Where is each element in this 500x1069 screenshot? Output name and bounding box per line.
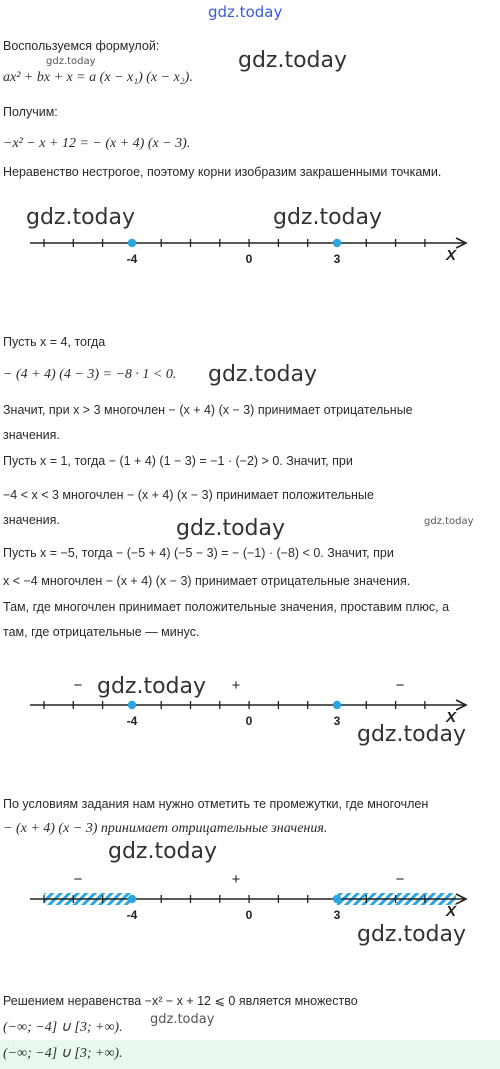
task-condition-2: − (x + 4) (x − 3) принимает отрицательные значения.	[3, 821, 328, 836]
test-point-minus5: Пусть x = −5, тогда − (−5 + 4) (−5 − 3) = − (−1) · (−8) < 0. Значит, при	[3, 546, 394, 560]
obtain-text: Получим:	[3, 105, 58, 119]
watermark: gdz.today	[357, 722, 467, 747]
sign-label: +	[231, 677, 241, 694]
signs-text-2: там, где отрицательные — минус.	[3, 625, 200, 639]
sign-label: −	[73, 871, 83, 888]
watermark: gdz.today	[176, 516, 286, 541]
watermark: gdz.today	[273, 205, 383, 230]
root-point-minus4	[128, 239, 136, 247]
solution-text: Решением неравенства −x² − x + 12 ⩽ 0 является множество	[3, 994, 358, 1008]
intro-text: Воспользуемся формулой:	[3, 39, 160, 53]
test-point-4: Пусть x = 4, тогда	[3, 335, 106, 349]
watermark: gdz.today	[26, 205, 136, 230]
watermark-small: gdz.today	[46, 56, 96, 67]
axis-label: X	[446, 709, 457, 726]
tick-label: 0	[245, 252, 253, 266]
tick-label: 3	[333, 714, 341, 728]
solution-set: (−∞; −4] ∪ [3; +∞).	[3, 1020, 123, 1035]
watermark: gdz.today	[208, 362, 318, 387]
number-line-1	[0, 228, 500, 268]
values-word-1: значения.	[3, 428, 60, 442]
watermark: gdz.today	[357, 922, 467, 947]
tick-label: 3	[333, 908, 341, 922]
watermark-small: gdz.today	[424, 516, 474, 527]
tick-label: 0	[245, 714, 253, 728]
test-point-1: Пусть x = 1, тогда − (1 + 4) (1 − 3) = −1 · (−2) > 0. Значит, при	[3, 454, 353, 468]
root-point-3	[333, 239, 341, 247]
watermark: gdz.today	[97, 674, 207, 699]
tick-label: 3	[333, 252, 341, 266]
sign-label: −	[73, 677, 83, 694]
sign-label: −	[395, 871, 405, 888]
calc-4: − (4 + 4) (4 − 3) = −8 · 1 < 0.	[3, 367, 177, 382]
sign-label: −	[395, 677, 405, 694]
formula-factored: −x² − x + 12 = − (x + 4) (x − 3).	[3, 136, 191, 151]
tick-label: -4	[126, 714, 138, 728]
watermark-top: gdz.today	[208, 3, 283, 21]
watermark-small: gdz.today	[150, 1012, 215, 1027]
tick-label: 0	[245, 908, 253, 922]
sign-label: +	[231, 871, 241, 888]
conclusion-less-minus4: x < −4 многочлен − (x + 4) (x − 3) принимает отрицательные значения.	[3, 574, 411, 588]
axis-label: X	[446, 903, 457, 920]
root-point-3	[333, 701, 341, 709]
nonstrict-text: Неравенство нестрогое, поэтому корни изобразим закрашенными точками.	[3, 165, 442, 179]
conclusion-greater-3: Значит, при x > 3 многочлен − (x + 4) (x − 3) принимает отрицательные	[3, 403, 413, 417]
tick-label: -4	[126, 252, 138, 266]
root-point-minus4	[128, 895, 136, 903]
tick-label: -4	[126, 908, 138, 922]
answer-text: (−∞; −4] ∪ [3; +∞).	[3, 1046, 123, 1061]
root-point-minus4	[128, 701, 136, 709]
values-word-2: значения.	[3, 513, 60, 527]
watermark: gdz.today	[238, 48, 348, 73]
formula-general: ax² + bx + x = a (x − x₁) (x − x₂).	[3, 70, 193, 85]
signs-text-1: Там, где многочлен принимает положительные значения, проставим плюс, а	[3, 600, 450, 614]
root-point-3	[333, 895, 341, 903]
axis-label: X	[446, 247, 457, 264]
task-condition-1: По условиям задания нам нужно отметить те промежутки, где многочлен	[3, 797, 429, 811]
watermark: gdz.today	[108, 839, 218, 864]
answer-box	[0, 1040, 500, 1069]
conclusion-between: −4 < x < 3 многочлен − (x + 4) (x − 3) принимает положительные	[3, 488, 374, 502]
number-line-3	[0, 871, 500, 924]
